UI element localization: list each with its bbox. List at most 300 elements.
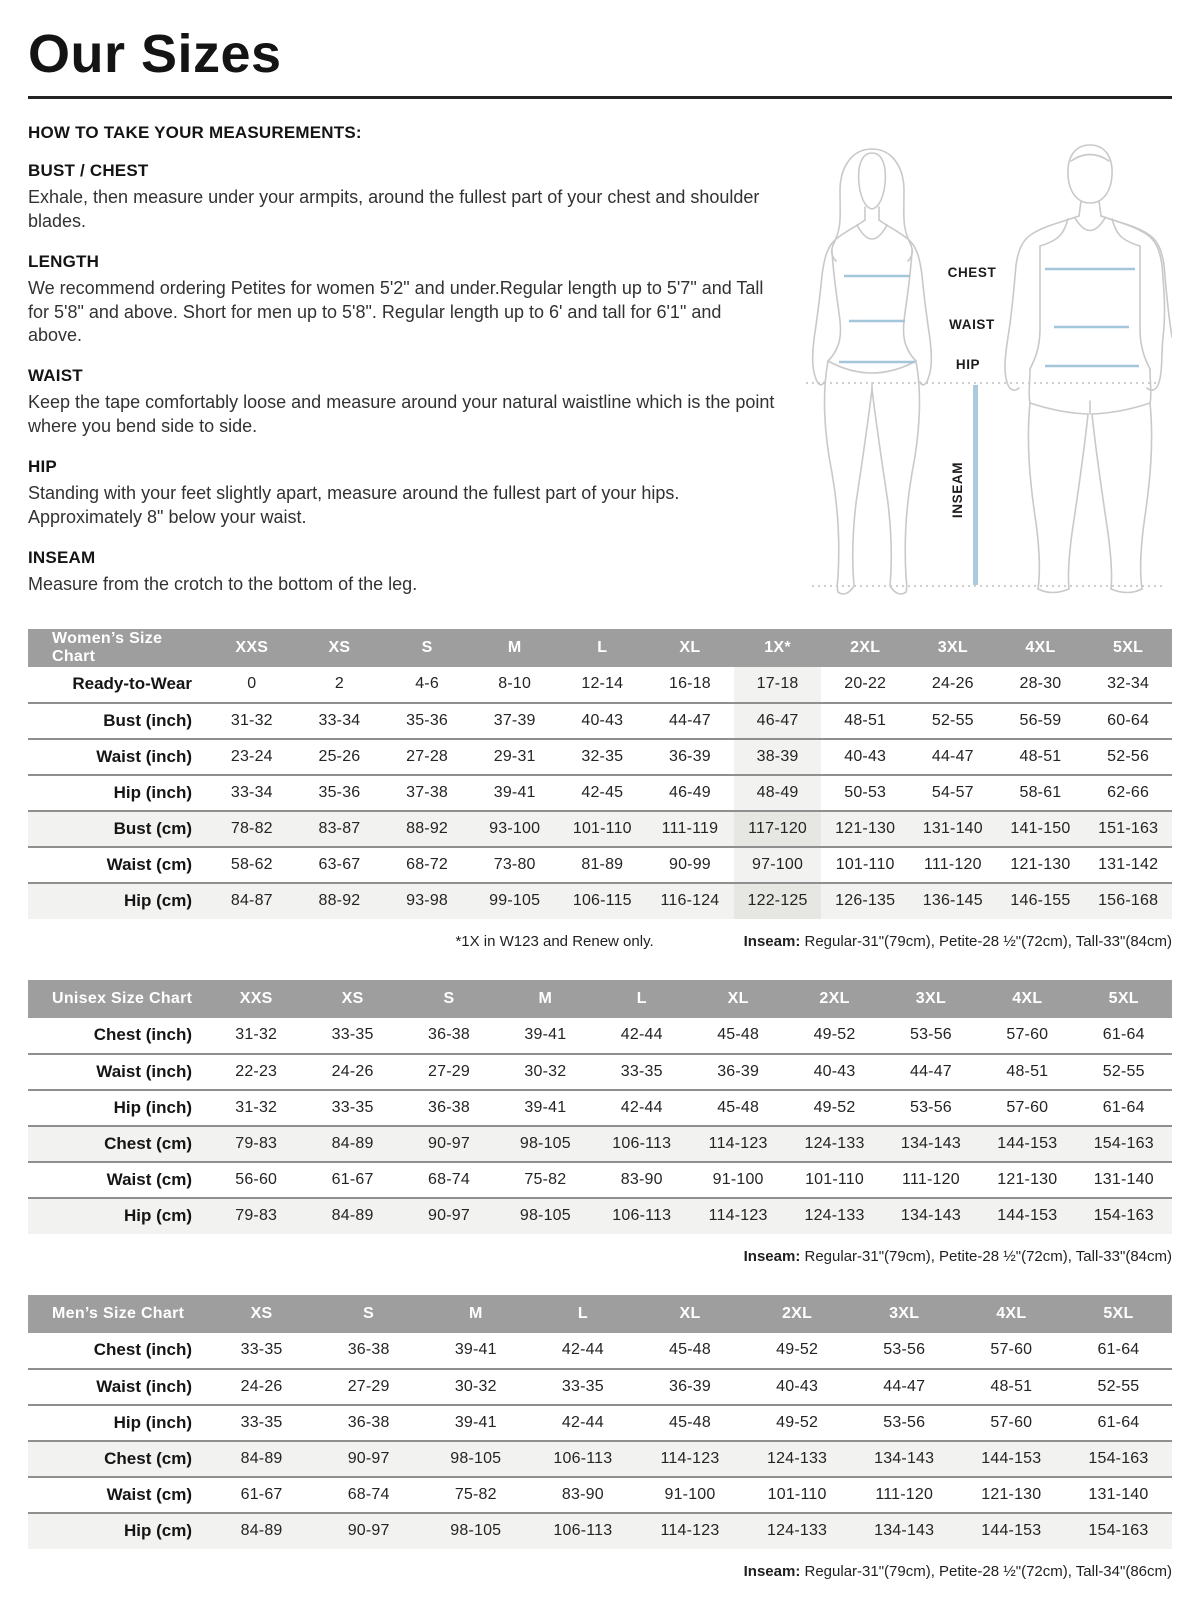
cell: 45-48 (717, 1026, 760, 1044)
size-column-xxs: XXS (208, 629, 296, 667)
cell: 126-135 (821, 883, 909, 919)
cell: 56-60 (208, 1162, 304, 1198)
cell: 53-56 (883, 1090, 979, 1126)
cell: 98-105 (422, 1441, 529, 1477)
cell: 58-62 (208, 847, 296, 883)
unisex-footnote (28, 1248, 1172, 1265)
cell: 46-47 (734, 703, 822, 739)
cell: 17-18 (734, 667, 822, 703)
row-label: Waist (inch) (28, 1054, 208, 1090)
cell: 49-52 (786, 1090, 882, 1126)
table-row-waist-inch (28, 1369, 1172, 1405)
cell: 114-123 (690, 1126, 786, 1162)
cell: 42-44 (529, 1405, 636, 1441)
section-body: Standing with your feet slightly apart, measure around the fullest part of your hips. Approximately 8" below your waist. (28, 483, 680, 528)
cell: 117-120 (734, 811, 822, 847)
row-label: Hip (cm) (28, 1513, 208, 1549)
cell: 35-36 (296, 775, 384, 811)
asterisk-note: *1X in W123 and Renew only. (455, 932, 654, 950)
cell: 151-163 (1084, 811, 1172, 847)
size-charts (28, 629, 1172, 1580)
size-column-s: S (401, 980, 497, 1018)
mens-size-chart-table (28, 1295, 1172, 1549)
cell: 134-143 (851, 1513, 958, 1549)
section-length (28, 252, 780, 349)
size-column-2xl: 2XL (744, 1295, 851, 1333)
cell: 131-140 (909, 811, 997, 847)
cell: 36-38 (428, 1026, 470, 1044)
size-column-4xl: 4XL (997, 629, 1085, 667)
section-waist (28, 366, 780, 439)
cell: 36-39 (690, 1054, 786, 1090)
cell: 90-97 (401, 1126, 497, 1162)
cell: 61-64 (1102, 1026, 1145, 1044)
cell: 27-28 (383, 739, 471, 775)
cell: 124-133 (744, 1441, 851, 1477)
cell: 154-163 (1076, 1198, 1172, 1234)
womens-chart-title: Women’s Size Chart (28, 629, 208, 667)
cell: 114-123 (636, 1441, 743, 1477)
cell: 83-90 (594, 1162, 690, 1198)
cell: 68-74 (401, 1162, 497, 1198)
header-row (28, 1295, 1172, 1333)
cell: 124-133 (744, 1513, 851, 1549)
size-column-xs: XS (296, 629, 384, 667)
table-row-hip-cm (28, 1198, 1172, 1234)
row-label: Chest (cm) (28, 1126, 208, 1162)
size-column-s: S (315, 1295, 422, 1333)
inseam-note: Inseam: Regular-31"(79cm), Petite-28 ½"(72cm), Tall-33"(84cm) (743, 1247, 1172, 1265)
cell: 156-168 (1084, 883, 1172, 919)
cell: 121-130 (821, 811, 909, 847)
section-bust-chest (28, 161, 780, 234)
cell: 45-48 (690, 1090, 786, 1126)
cell: 73-80 (471, 847, 559, 883)
cell: 53-56 (909, 1026, 952, 1044)
cell: 101-110 (821, 847, 909, 883)
row-label: Hip (inch) (28, 1090, 208, 1126)
cell: 111-119 (646, 811, 734, 847)
cell: 98-105 (497, 1126, 593, 1162)
cell: 61-64 (1097, 1341, 1140, 1359)
size-column-xl: XL (690, 980, 786, 1018)
cell: 90-97 (315, 1513, 422, 1549)
cell: 144-153 (958, 1513, 1065, 1549)
inseam-note-label: Inseam: (743, 1247, 801, 1265)
cell: 121-130 (997, 847, 1085, 883)
cell: 33-35 (594, 1054, 690, 1090)
title-divider (28, 96, 1172, 99)
cell: 98-105 (497, 1198, 593, 1234)
inseam-note-label: Inseam: (743, 932, 801, 950)
cell: 29-31 (471, 739, 559, 775)
inseam-label: INSEAM (950, 461, 965, 518)
cell: 40-43 (821, 739, 909, 775)
cell: 68-72 (383, 847, 471, 883)
section-body: Keep the tape comfortably loose and measure around your natural waistline which is the point where you bend side to side. (28, 392, 775, 437)
size-column-xs: XS (208, 1295, 315, 1333)
cell: 37-38 (383, 775, 471, 811)
row-label: Waist (cm) (28, 847, 208, 883)
cell: 84-89 (304, 1126, 400, 1162)
cell: 31-32 (208, 703, 296, 739)
inseam-note: Inseam: Regular-31"(79cm), Petite-28 ½"(72cm), Tall-33"(84cm) (743, 932, 1172, 950)
cell: 28-30 (1019, 675, 1062, 693)
inseam-measure-bar (973, 385, 978, 585)
cell: 0 (247, 675, 257, 693)
cell: 79-83 (208, 1198, 304, 1234)
cell: 111-120 (909, 847, 997, 883)
cell: 84-89 (208, 1441, 315, 1477)
cell: 2 (334, 675, 344, 693)
size-column-xl: XL (636, 1295, 743, 1333)
header-row (28, 980, 1172, 1018)
cell: 45-48 (636, 1405, 743, 1441)
cell: 39-41 (454, 1341, 497, 1359)
cell: 114-123 (690, 1198, 786, 1234)
cell: 30-32 (422, 1369, 529, 1405)
size-column-xs: XS (304, 980, 400, 1018)
cell: 52-55 (909, 703, 997, 739)
size-column-3xl: 3XL (883, 980, 979, 1018)
row-label: Waist (cm) (28, 1477, 208, 1513)
cell: 93-98 (383, 883, 471, 919)
table-row-chest-inch (28, 1333, 1172, 1369)
cell: 44-47 (909, 739, 997, 775)
size-column-4xl: 4XL (979, 980, 1075, 1018)
body-diagram-svg (772, 133, 1172, 613)
cell: 111-120 (883, 1162, 979, 1198)
cell: 83-87 (296, 811, 384, 847)
row-label: Hip (cm) (28, 1198, 208, 1234)
cell: 53-56 (851, 1405, 958, 1441)
chest-label: CHEST (947, 264, 997, 280)
row-label: Waist (cm) (28, 1162, 208, 1198)
cell: 68-74 (315, 1477, 422, 1513)
table-row-chest-inch (28, 1018, 1172, 1054)
cell: 33-35 (331, 1026, 374, 1044)
cell: 33-34 (208, 775, 296, 811)
table-row-bust-cm (28, 811, 1172, 847)
cell: 134-143 (883, 1198, 979, 1234)
inseam-note: Inseam: Regular-31"(79cm), Petite-28 ½"(72cm), Tall-34"(86cm) (743, 1562, 1172, 1580)
cell: 25-26 (296, 739, 384, 775)
cell: 44-47 (646, 703, 734, 739)
table-row-waist-cm (28, 1162, 1172, 1198)
cell: 46-49 (646, 775, 734, 811)
cell: 93-100 (471, 811, 559, 847)
cell: 49-52 (744, 1405, 851, 1441)
cell: 8-10 (498, 675, 532, 693)
cell: 33-34 (296, 703, 384, 739)
cell: 121-130 (979, 1162, 1075, 1198)
cell: 62-66 (1084, 775, 1172, 811)
cell: 122-125 (734, 883, 822, 919)
cell: 124-133 (786, 1126, 882, 1162)
cell: 44-47 (883, 1054, 979, 1090)
cell: 42-44 (561, 1341, 604, 1359)
cell: 61-67 (304, 1162, 400, 1198)
section-title: BUST / CHEST (28, 160, 149, 180)
cell: 37-39 (471, 703, 559, 739)
cell: 49-52 (776, 1341, 819, 1359)
cell: 154-163 (1065, 1513, 1172, 1549)
cell: 24-26 (208, 1369, 315, 1405)
row-label: Waist (inch) (28, 739, 208, 775)
cell: 91-100 (636, 1477, 743, 1513)
section-body: Measure from the crotch to the bottom of the leg. (28, 574, 418, 595)
cell: 39-41 (524, 1026, 567, 1044)
cell: 136-145 (909, 883, 997, 919)
cell: 54-57 (909, 775, 997, 811)
table-row-bust-inch (28, 703, 1172, 739)
cell: 48-49 (734, 775, 822, 811)
cell: 116-124 (646, 883, 734, 919)
cell: 49-52 (813, 1026, 856, 1044)
cell: 36-38 (347, 1341, 390, 1359)
cell: 106-113 (594, 1126, 690, 1162)
mens-footnote (28, 1563, 1172, 1580)
section-title: INSEAM (28, 548, 96, 568)
cell: 22-23 (208, 1054, 304, 1090)
measurements-heading: HOW TO TAKE YOUR MEASUREMENTS: (28, 122, 362, 142)
cell: 31-32 (235, 1026, 278, 1044)
cell: 23-24 (208, 739, 296, 775)
cell: 33-35 (304, 1090, 400, 1126)
table-row-hip-inch (28, 775, 1172, 811)
cell: 98-105 (422, 1513, 529, 1549)
womens-footnote (28, 933, 1172, 950)
cell: 52-55 (1076, 1054, 1172, 1090)
cell: 38-39 (734, 739, 822, 775)
table-row-hip-cm (28, 883, 1172, 919)
cell: 40-43 (559, 703, 647, 739)
female-figure-outline (813, 149, 932, 594)
table-row-hip-inch (28, 1405, 1172, 1441)
cell: 101-110 (786, 1162, 882, 1198)
cell: 75-82 (422, 1477, 529, 1513)
cell: 124-133 (786, 1198, 882, 1234)
cell: 50-53 (821, 775, 909, 811)
cell: 24-26 (304, 1054, 400, 1090)
cell: 88-92 (296, 883, 384, 919)
cell: 57-60 (1006, 1026, 1049, 1044)
row-label: Ready-to-Wear (72, 674, 192, 694)
table-row-waist-inch (28, 739, 1172, 775)
size-column-2xl: 2XL (786, 980, 882, 1018)
womens-size-chart (28, 629, 1172, 950)
size-column-2xl: 2XL (821, 629, 909, 667)
row-label: Chest (cm) (28, 1441, 208, 1477)
cell: 48-51 (821, 703, 909, 739)
section-body: We recommend ordering Petites for women 5'2" and under.Regular length up to 5'7" and Tall for 5'8" and above. Short for men up to 5'8". Regular length up to 6' and tall for 6'1" and above. (28, 277, 764, 346)
cell: 36-38 (401, 1090, 497, 1126)
section-title: HIP (28, 457, 57, 477)
table-row-waist-inch (28, 1054, 1172, 1090)
row-label: Chest (inch) (93, 1025, 192, 1045)
section-inseam (28, 548, 780, 597)
cell: 12-14 (581, 675, 624, 693)
cell: 101-110 (559, 811, 647, 847)
cell: 84-87 (208, 883, 296, 919)
body-measurement-diagram (772, 133, 1172, 613)
cell: 79-83 (208, 1126, 304, 1162)
cell: 83-90 (529, 1477, 636, 1513)
cell: 81-89 (559, 847, 647, 883)
cell: 57-60 (979, 1090, 1075, 1126)
cell: 144-153 (979, 1126, 1075, 1162)
table-row-hip-cm (28, 1513, 1172, 1549)
hip-label: HIP (955, 356, 981, 372)
cell: 31-32 (208, 1090, 304, 1126)
cell: 33-35 (529, 1369, 636, 1405)
row-label: Hip (inch) (28, 775, 208, 811)
size-column-xxs: XXS (208, 980, 304, 1018)
cell: 91-100 (690, 1162, 786, 1198)
cell: 134-143 (851, 1441, 958, 1477)
table-row-waist-cm (28, 1477, 1172, 1513)
cell: 53-56 (883, 1341, 926, 1359)
cell: 39-41 (471, 775, 559, 811)
unisex-size-chart (28, 980, 1172, 1265)
top-area (28, 123, 1172, 605)
cell: 36-39 (646, 739, 734, 775)
cell: 131-140 (1076, 1162, 1172, 1198)
cell: 52-55 (1065, 1369, 1172, 1405)
cell: 27-29 (315, 1369, 422, 1405)
section-title: LENGTH (28, 251, 100, 271)
cell: 75-82 (497, 1162, 593, 1198)
cell: 42-44 (594, 1090, 690, 1126)
cell: 61-64 (1076, 1090, 1172, 1126)
cell: 106-113 (594, 1198, 690, 1234)
cell: 33-35 (240, 1341, 283, 1359)
cell: 114-123 (636, 1513, 743, 1549)
size-column-m: M (497, 980, 593, 1018)
cell: 106-113 (529, 1513, 636, 1549)
mens-chart-title: Men’s Size Chart (28, 1295, 208, 1333)
size-column-3xl: 3XL (909, 629, 997, 667)
cell: 35-36 (383, 703, 471, 739)
cell: 84-89 (208, 1513, 315, 1549)
cell: 144-153 (979, 1198, 1075, 1234)
cell: 63-67 (296, 847, 384, 883)
cell: 39-41 (422, 1405, 529, 1441)
cell: 42-45 (559, 775, 647, 811)
cell: 121-130 (958, 1477, 1065, 1513)
row-label: Bust (inch) (28, 703, 208, 739)
cell: 56-59 (997, 703, 1085, 739)
row-label: Chest (inch) (93, 1340, 192, 1360)
cell: 78-82 (208, 811, 296, 847)
row-label: Waist (inch) (28, 1369, 208, 1405)
cell: 131-142 (1084, 847, 1172, 883)
cell: 154-163 (1065, 1441, 1172, 1477)
cell: 40-43 (744, 1369, 851, 1405)
cell: 84-89 (304, 1198, 400, 1234)
cell: 48-51 (958, 1369, 1065, 1405)
cell: 16-18 (668, 675, 711, 693)
womens-size-chart-table (28, 629, 1172, 919)
table-row-waist-cm (28, 847, 1172, 883)
unisex-size-chart-table (28, 980, 1172, 1234)
cell: 57-60 (958, 1405, 1065, 1441)
size-column-3xl: 3XL (851, 1295, 958, 1333)
cell: 48-51 (997, 739, 1085, 775)
size-column-5xl: 5XL (1065, 1295, 1172, 1333)
cell: 30-32 (497, 1054, 593, 1090)
size-column-5xl: 5XL (1084, 629, 1172, 667)
size-column-m: M (422, 1295, 529, 1333)
cell: 146-155 (997, 883, 1085, 919)
size-column-l: L (594, 980, 690, 1018)
measurement-instructions (28, 123, 780, 597)
row-label: Hip (cm) (28, 883, 208, 919)
cell: 20-22 (844, 675, 887, 693)
row-label: Bust (cm) (28, 811, 208, 847)
section-hip (28, 457, 780, 530)
mens-size-chart (28, 1295, 1172, 1580)
table-row-ready-to-wear (28, 667, 1172, 703)
size-column-xl: XL (646, 629, 734, 667)
cell: 90-97 (401, 1198, 497, 1234)
cell: 48-51 (979, 1054, 1075, 1090)
male-figure-outline (1005, 145, 1172, 593)
cell: 97-100 (734, 847, 822, 883)
size-column-s: S (383, 629, 471, 667)
cell: 111-120 (851, 1477, 958, 1513)
waist-label: WAIST (949, 316, 995, 332)
inseam-note-label: Inseam: (743, 1562, 801, 1580)
cell: 52-56 (1084, 739, 1172, 775)
cell: 32-35 (559, 739, 647, 775)
cell: 61-67 (208, 1477, 315, 1513)
cell: 40-43 (786, 1054, 882, 1090)
section-body: Exhale, then measure under your armpits, around the fullest part of your chest and shoulder blades. (28, 186, 760, 231)
cell: 60-64 (1084, 703, 1172, 739)
header-row (28, 629, 1172, 667)
cell: 90-99 (646, 847, 734, 883)
cell: 144-153 (958, 1441, 1065, 1477)
cell: 90-97 (315, 1441, 422, 1477)
size-column-4xl: 4XL (958, 1295, 1065, 1333)
table-row-hip-inch (28, 1090, 1172, 1126)
size-column-m: M (471, 629, 559, 667)
row-label: Hip (inch) (28, 1405, 208, 1441)
cell: 24-26 (931, 675, 974, 693)
cell: 39-41 (497, 1090, 593, 1126)
section-title: WAIST (28, 366, 83, 386)
table-row-chest-cm (28, 1441, 1172, 1477)
cell: 42-44 (620, 1026, 663, 1044)
size-column-1x: 1X* (734, 629, 822, 667)
cell: 58-61 (997, 775, 1085, 811)
size-column-l: L (559, 629, 647, 667)
unisex-chart-title: Unisex Size Chart (28, 980, 208, 1018)
size-column-5xl: 5XL (1076, 980, 1172, 1018)
cell: 141-150 (997, 811, 1085, 847)
cell: 131-140 (1065, 1477, 1172, 1513)
cell: 99-105 (471, 883, 559, 919)
cell: 36-38 (315, 1405, 422, 1441)
cell: 27-29 (401, 1054, 497, 1090)
cell: 36-39 (636, 1369, 743, 1405)
cell: 106-115 (559, 883, 647, 919)
cell: 88-92 (383, 811, 471, 847)
table-row-chest-cm (28, 1126, 1172, 1162)
cell: 154-163 (1076, 1126, 1172, 1162)
page-title: Our Sizes (28, 24, 282, 84)
